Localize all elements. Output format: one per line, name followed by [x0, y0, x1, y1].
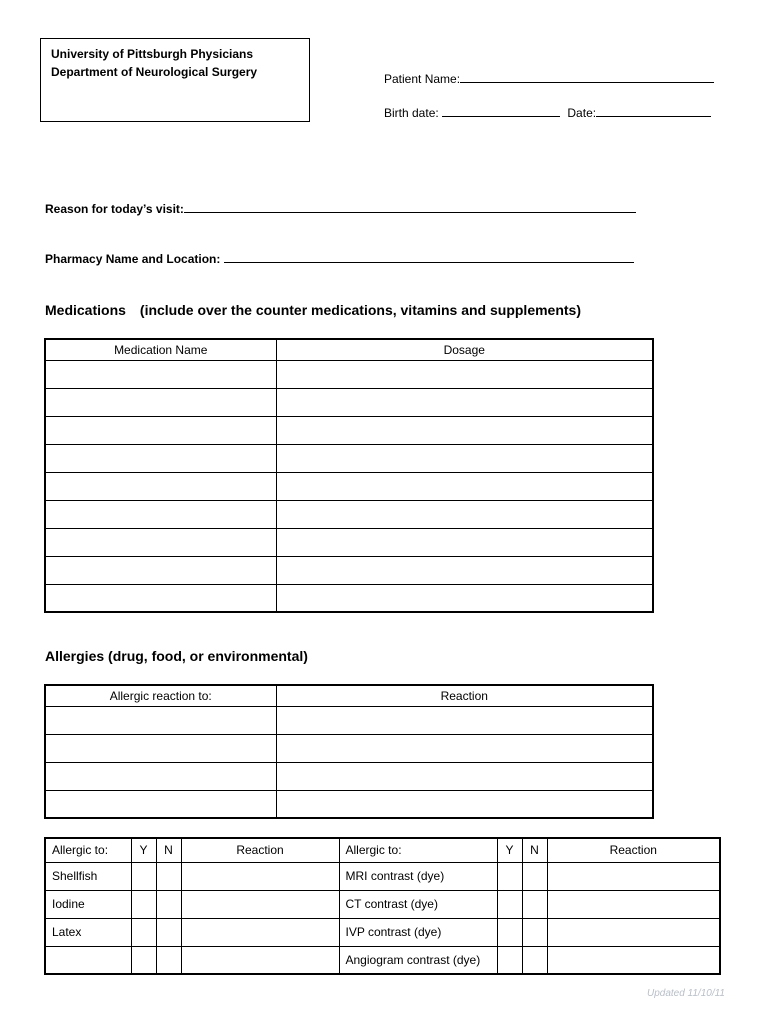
table-row: [45, 946, 720, 974]
reaction-header: Reaction: [276, 685, 653, 706]
medication-name-cell[interactable]: [45, 556, 276, 584]
dosage-cell[interactable]: [276, 472, 653, 500]
pharmacy-label: Pharmacy Name and Location:: [45, 252, 221, 266]
yes-checkbox[interactable]: [497, 918, 522, 946]
no-checkbox[interactable]: [156, 890, 181, 918]
medication-name-cell[interactable]: [45, 528, 276, 556]
allergen-cell[interactable]: [45, 734, 276, 762]
table-row: [45, 862, 720, 890]
dosage-cell[interactable]: [276, 444, 653, 472]
organization-box: [40, 38, 310, 122]
yes-header-left: Y: [131, 838, 156, 862]
table-row: [45, 388, 653, 416]
yes-checkbox[interactable]: [131, 862, 156, 890]
medication-name-cell[interactable]: [45, 416, 276, 444]
allergies-title: Allergies (drug, food, or environmental): [45, 648, 308, 664]
allergen-label: Latex: [45, 918, 131, 946]
birth-date-field[interactable]: [442, 104, 560, 117]
no-checkbox[interactable]: [522, 890, 547, 918]
medication-name-cell[interactable]: [45, 500, 276, 528]
patient-name-field[interactable]: [460, 70, 714, 83]
medication-name-header: Medication Name: [45, 339, 276, 360]
no-header-right: N: [522, 838, 547, 862]
org-name: University of Pittsburgh Physicians: [51, 47, 254, 61]
allergen-cell[interactable]: [45, 762, 276, 790]
allergic-to-header-right: Allergic to:: [339, 838, 497, 862]
allergic-reaction-to-header: Allergic reaction to:: [45, 685, 276, 706]
medication-name-cell[interactable]: [45, 444, 276, 472]
allergen-cell[interactable]: [45, 790, 276, 818]
reason-field[interactable]: [184, 200, 636, 213]
allergy-checklist-table: [44, 837, 721, 975]
dosage-cell[interactable]: [276, 584, 653, 612]
allergies-heading: [45, 648, 308, 664]
allergies-table: [44, 684, 654, 819]
yes-checkbox[interactable]: [497, 862, 522, 890]
medications-subtitle: (include over the counter medications, vitamins and supplements): [139, 302, 581, 318]
table-row: [45, 762, 653, 790]
reaction-cell[interactable]: [276, 762, 653, 790]
pharmacy-field[interactable]: [224, 250, 634, 263]
dosage-header: Dosage: [276, 339, 653, 360]
allergen-label: MRI contrast (dye): [339, 862, 497, 890]
patient-name-row: [384, 70, 714, 86]
patient-name-label: Patient Name:: [384, 72, 461, 86]
allergen-label: IVP contrast (dye): [339, 918, 497, 946]
allergen-label: Shellfish: [45, 862, 131, 890]
table-row: [45, 556, 653, 584]
reaction-cell[interactable]: [276, 734, 653, 762]
dosage-cell[interactable]: [276, 360, 653, 388]
allergen-cell[interactable]: [45, 706, 276, 734]
table-row: [45, 918, 720, 946]
allergen-label: CT contrast (dye): [339, 890, 497, 918]
updated-date: Updated 11/10/11: [646, 988, 725, 999]
table-row: [45, 734, 653, 762]
table-row: [45, 500, 653, 528]
medication-name-cell[interactable]: [45, 472, 276, 500]
table-row: [45, 790, 653, 818]
no-checkbox[interactable]: [522, 918, 547, 946]
table-row: [45, 360, 653, 388]
table-row: [45, 584, 653, 612]
table-row: [45, 416, 653, 444]
reaction-cell[interactable]: [547, 862, 720, 890]
medications-heading: [45, 302, 581, 318]
no-checkbox[interactable]: [522, 946, 547, 974]
no-checkbox[interactable]: [156, 862, 181, 890]
dosage-cell[interactable]: [276, 556, 653, 584]
table-row: [45, 444, 653, 472]
pharmacy-row: [45, 250, 634, 266]
no-checkbox[interactable]: [156, 946, 181, 974]
dosage-cell[interactable]: [276, 416, 653, 444]
medication-name-cell[interactable]: [45, 360, 276, 388]
date-field[interactable]: [596, 104, 711, 117]
yes-checkbox[interactable]: [497, 946, 522, 974]
yes-header-right: Y: [497, 838, 522, 862]
yes-checkbox[interactable]: [497, 890, 522, 918]
allergic-to-header-left: Allergic to:: [45, 838, 131, 862]
reaction-cell[interactable]: [181, 918, 339, 946]
table-row: [45, 528, 653, 556]
medication-name-cell[interactable]: [45, 584, 276, 612]
reaction-cell[interactable]: [276, 706, 653, 734]
no-checkbox[interactable]: [156, 918, 181, 946]
reaction-cell[interactable]: [276, 790, 653, 818]
date-label: Date:: [567, 106, 597, 120]
dosage-cell[interactable]: [276, 388, 653, 416]
medications-table: [44, 338, 654, 613]
reaction-cell[interactable]: [547, 890, 720, 918]
yes-checkbox[interactable]: [131, 918, 156, 946]
no-header-left: N: [156, 838, 181, 862]
reaction-cell[interactable]: [547, 946, 720, 974]
reaction-header-right: Reaction: [547, 838, 720, 862]
table-row: [45, 706, 653, 734]
reason-row: [45, 200, 636, 216]
reason-label: Reason for today’s visit:: [45, 202, 184, 216]
allergen-label: Iodine: [45, 890, 131, 918]
allergen-label: Angiogram contrast (dye): [339, 946, 497, 974]
reaction-cell[interactable]: [181, 890, 339, 918]
birth-date-label: Birth date:: [384, 106, 439, 120]
medication-name-cell[interactable]: [45, 388, 276, 416]
department-name: Department of Neurological Surgery: [51, 65, 258, 79]
reaction-cell[interactable]: [181, 862, 339, 890]
yes-checkbox[interactable]: [131, 890, 156, 918]
dosage-cell[interactable]: [276, 500, 653, 528]
dates-row: [384, 104, 711, 120]
medications-title: Medications: [45, 302, 126, 318]
table-row: [45, 890, 720, 918]
reaction-header-left: Reaction: [181, 838, 339, 862]
allergen-label[interactable]: [45, 946, 131, 974]
table-row: [45, 472, 653, 500]
no-checkbox[interactable]: [522, 862, 547, 890]
dosage-cell[interactable]: [276, 528, 653, 556]
yes-checkbox[interactable]: [131, 946, 156, 974]
reaction-cell[interactable]: [547, 918, 720, 946]
reaction-cell[interactable]: [181, 946, 339, 974]
